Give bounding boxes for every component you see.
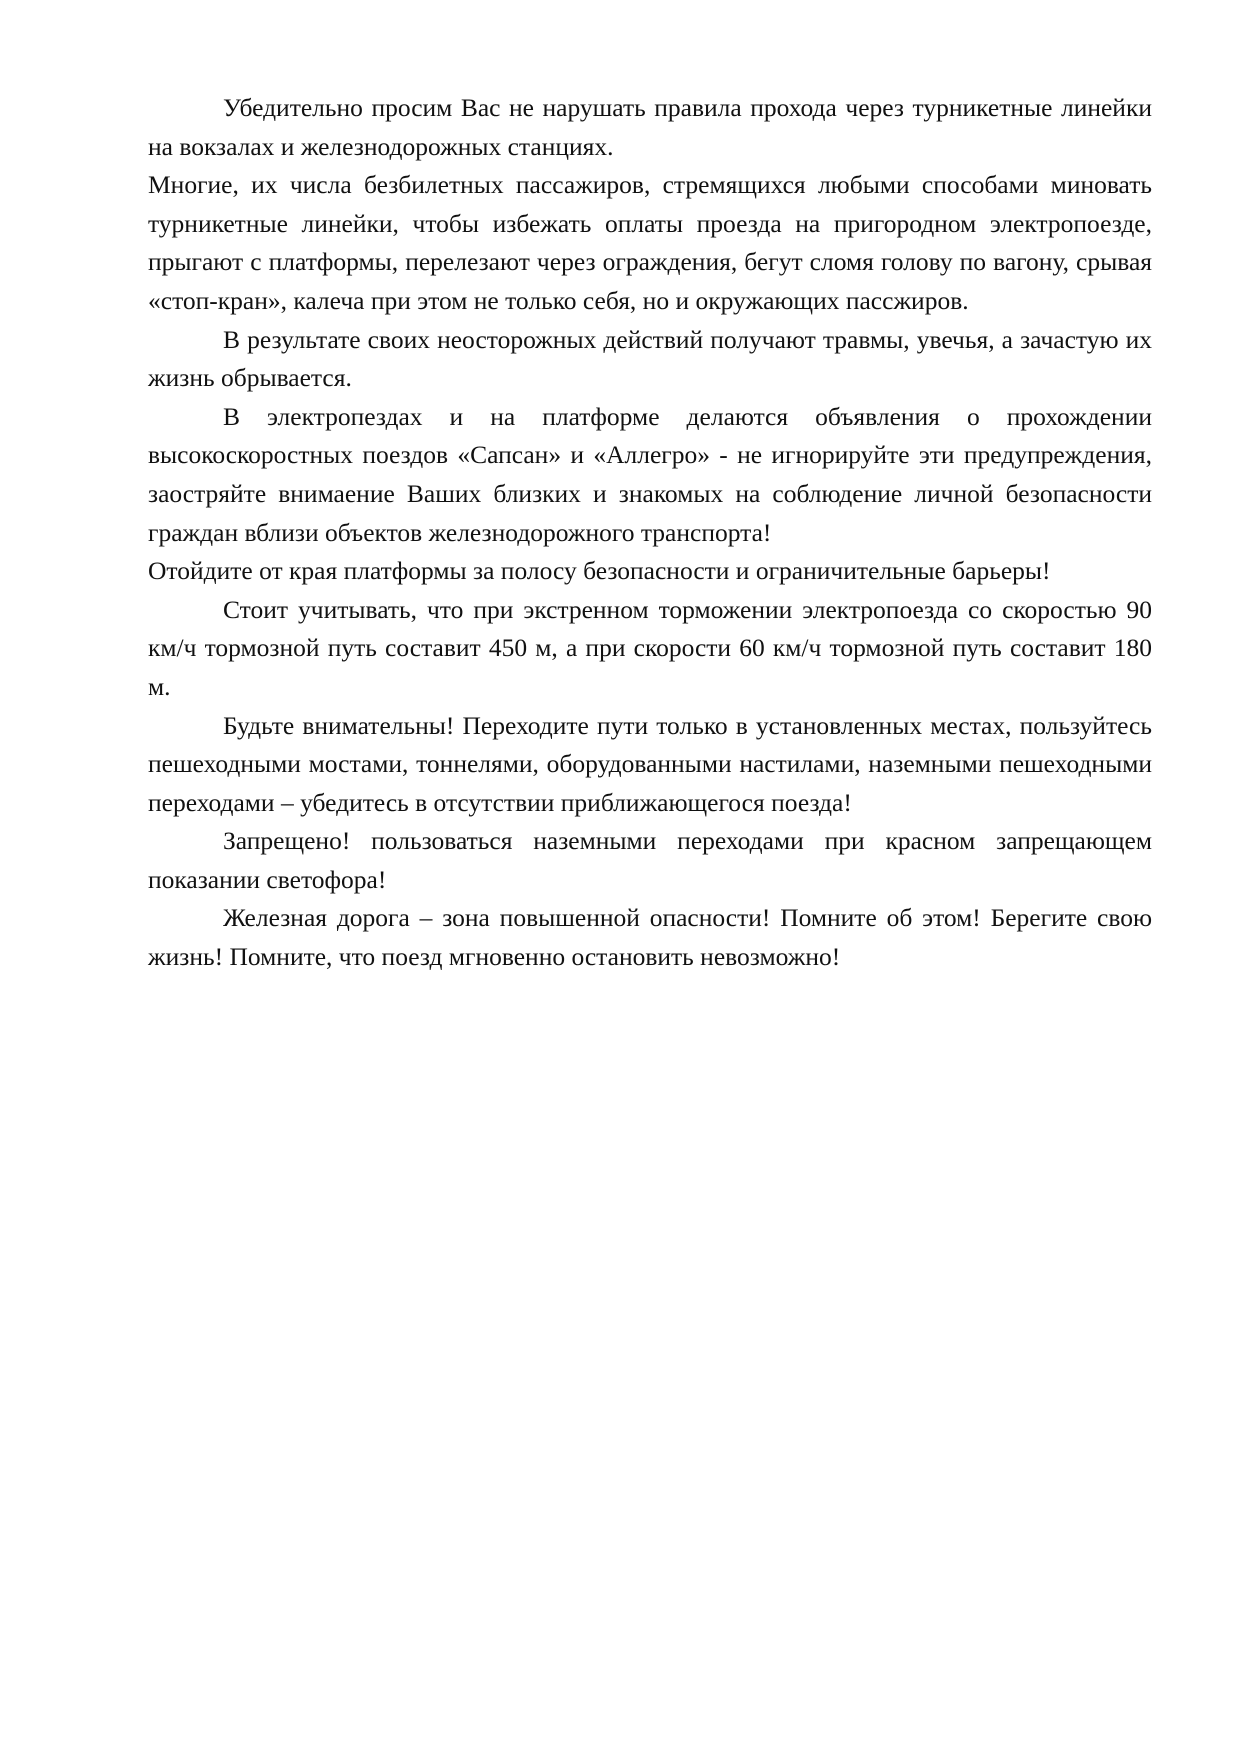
paragraph-ticketless-passengers: Многие, их числа безбилетных пассажиров, стремящихся любыми способами миновать турникетные линейки, чтобы избежать оплаты проезда на пригородном электропоезде, прыгают с платформы, перелезают через ограждения, бегут сломя голову по вагону, срывая «стоп-кран», калеча при этом не только себя, но и окружающих пассжиров. (148, 170, 1152, 315)
paragraph-injuries: В результате своих неосторожных действий получают травмы, увечья, а зачастую их жизнь обрывается. (148, 324, 1152, 393)
paragraph-crossings: Будьте внимательны! Переходите пути только в установленных местах, пользуйтесь пешеходными мостами, тоннелями, оборудованными настилами, наземными пешеходными переходами – убедитесь в отсутствии приближающегося поезда! (148, 710, 1152, 817)
paragraph-turnstile-request: Убедительно просим Вас не нарушать правила прохода через турникетные линейки на вокзалах и железнодорожных станциях. (148, 93, 1152, 161)
document-body (148, 89, 1152, 977)
paragraph-platform-edge: Отойдите от края платформы за полосу безопасности и ограничительные барьеры! (148, 556, 1051, 586)
paragraph-braking-distance: Стоит учитывать, что при экстренном торможении электропоезда со скоростью 90 км/ч тормозной путь составит 450 м, а при скорости 60 км/ч тормозной путь составит 180 м. (148, 594, 1152, 701)
paragraph-highspeed-trains: В электропездах и на платформе делаются объявления о прохождении высокоскоростных поездов «Сапсан» и «Аллегро» - не игнорируйте эти предупреждения, заостряйте внимаение Ваших близких и знакомых на соблюдение личной безопасности граждан вблизи объектов железнодорожного транспорта! (148, 401, 1152, 547)
paragraph-danger-zone: Железная дорога – зона повышенной опасности! Помните об этом! Берегите свою жизнь! Помните, что поезд мгновенно остановить невозможно! (148, 903, 1152, 972)
paragraph-red-signal: Запрещено! пользоваться наземными переходами при красном запрещающем показании светофора! (148, 826, 1152, 894)
